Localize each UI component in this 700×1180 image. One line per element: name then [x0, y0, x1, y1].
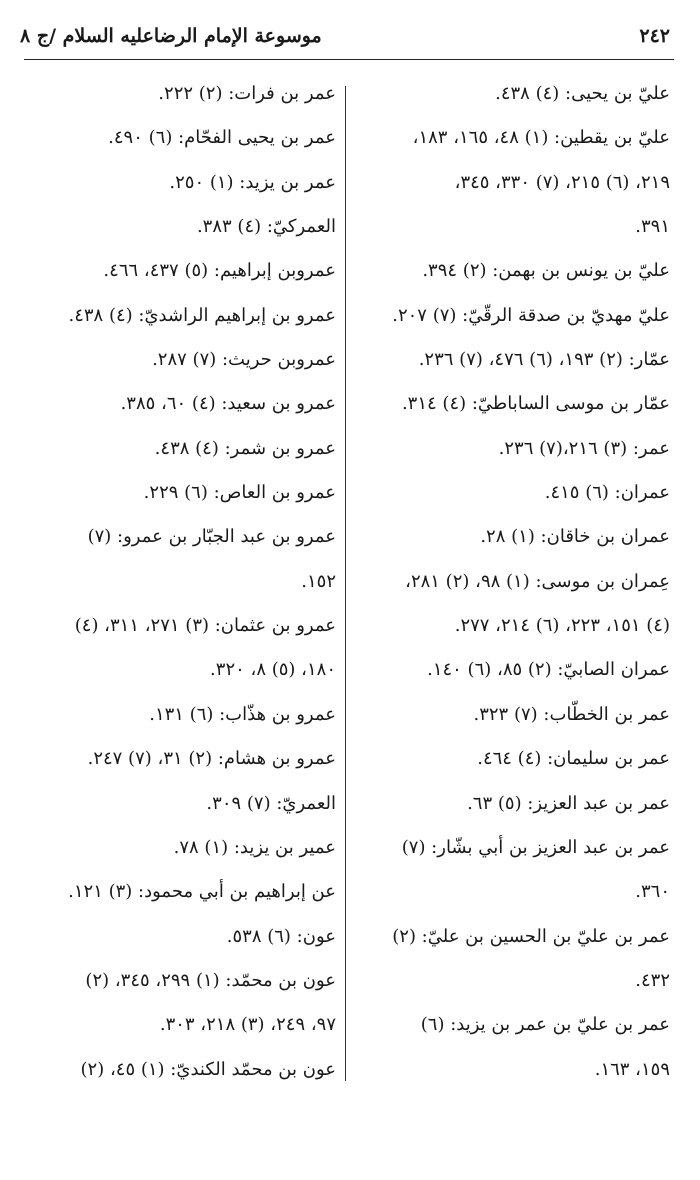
index-entry-line: عمر بن عبد العزيز: (٥) ٦٣.	[467, 792, 670, 814]
index-entry-line: عمرو بن إبراهيم الراشديّ: (٤) ٤٣٨.	[68, 304, 336, 326]
right-column	[352, 72, 670, 1092]
index-entry-line: عمر بن عبد العزيز بن أبي بشّار: (٧)	[401, 836, 670, 858]
index-entry-line: عمر بن يزيد: (١) ٢٥٠.	[169, 171, 336, 193]
index-entry-line: عمرو بن عبد الجبّار بن عمرو: (٧)	[87, 526, 336, 548]
index-entry-line: عمر بن عليّ بن الحسين بن عليّ: (٢)	[392, 925, 670, 947]
index-entry-line: العمريّ: (٧) ٣٠٩.	[206, 792, 336, 814]
index-entry-line: عمران: (٦) ٤١٥.	[544, 482, 670, 504]
index-entry-line: ٣٩١.	[635, 216, 670, 238]
index-entry-line: عمرو بن شمر: (٤) ٤٣٨.	[154, 437, 336, 459]
index-entry-line: عمرو بن العاص: (٦) ٢٢٩.	[143, 482, 336, 504]
index-entry-line: عمرو بن سعيد: (٤) ٦٠، ٣٨٥.	[120, 393, 336, 415]
index-columns	[18, 72, 670, 1092]
index-entry-line: عمر بن عليّ بن عمر بن يزيد: (٦)	[420, 1014, 670, 1036]
index-entry-line: ٣٦٠.	[635, 881, 670, 903]
index-entry-line: عمرو بن هذّاب: (٦) ١٣١.	[149, 703, 336, 725]
index-entry-line: عون: (٦) ٥٣٨.	[226, 925, 336, 947]
index-entry-line: عمروبن حريث: (٧) ٢٨٧.	[152, 349, 336, 371]
index-entry-line: عِمران بن موسى: (١) ٩٨، (٢) ٢٨١،	[405, 570, 670, 592]
index-entry-line: عمير بن يزيد: (١) ٧٨.	[173, 836, 336, 858]
index-entry-line: ١٥٢.	[301, 570, 336, 592]
index-entry-line: عمروبن إبراهيم: (٥) ٤٣٧، ٤٦٦.	[103, 260, 336, 282]
book-title: موسوعة الإمام الرضاعليه السلام /ج ٨	[20, 25, 322, 47]
index-entry-line: عمّار: (٢) ١٩٣، (٦) ٤٧٦، (٧) ٢٣٦.	[418, 349, 670, 371]
index-entry-line: عون بن محمّد: (١) ٢٩٩، ٣٤٥، (٢)	[85, 969, 336, 991]
index-entry-line: (٤) ١٥١، ٢٢٣، (٦) ٢١٤، ٢٧٧.	[454, 615, 670, 637]
index-entry-line: عليّ مهديّ بن صدقة الرقّيّ: (٧) ٢٠٧.	[392, 304, 670, 326]
index-entry-line: عليّ بن يقطين: (١) ٤٨، ١٦٥، ١٨٣،	[412, 127, 670, 149]
index-entry-line: عمر: (٣) ٢١٦،(٧) ٢٣٦.	[498, 437, 670, 459]
index-entry-line: عمر بن يحيى الفحّام: (٦) ٤٩٠.	[108, 127, 336, 149]
column-divider	[345, 86, 346, 1081]
index-entry-line: ٩٧، ٢٤٩، (٣) ٢١٨، ٣٠٣.	[159, 1014, 336, 1036]
index-entry-line: عليّ بن يحيى: (٤) ٤٣٨.	[495, 83, 670, 104]
index-entry-line: ٤٣٢.	[635, 969, 670, 991]
index-entry-line: ١٨٠، (٥) ٨، ٣٢٠.	[210, 659, 336, 681]
index-entry-line: عمران بن خاقان: (١) ٢٨.	[480, 526, 670, 548]
index-entry-line: عمرو بن هشام: (٢) ٣١، (٧) ٢٤٧.	[87, 748, 336, 770]
index-entry-line: عمرو بن عثمان: (٣) ٢٧١، ٣١١، (٤)	[74, 615, 336, 637]
page-number: ٢٤٢	[639, 25, 670, 47]
index-entry-line: ١٥٩، ١٦٣.	[594, 1058, 670, 1080]
index-entry-line: عمّار بن موسى الساباطيّ: (٤) ٣١٤.	[401, 393, 670, 415]
running-head	[20, 18, 670, 54]
index-entry-line: عمران الصابيّ: (٢) ٨٥، (٦) ١٤٠.	[427, 659, 670, 681]
header-rule	[24, 59, 674, 60]
index-entry-line: عمر بن الخطّاب: (٧) ٣٢٣.	[473, 703, 670, 725]
index-entry-line: عمر بن فرات: (٢) ٢٢٢.	[158, 83, 336, 104]
index-entry-line: عون بن محمّد الكنديّ: (١) ٤٥، (٢)	[80, 1058, 336, 1080]
index-entry-line: العمركيّ: (٤) ٣٨٣.	[196, 216, 336, 238]
index-entry-line: عليّ بن يونس بن بهمن: (٢) ٣٩٤.	[422, 260, 670, 282]
index-entry-line: عمر بن سليمان: (٤) ٤٦٤.	[477, 748, 670, 770]
index-entry-line: عن إبراهيم بن أبي محمود: (٣) ١٢١.	[68, 881, 336, 903]
left-column	[18, 72, 336, 1092]
index-entry-line: ٢١٩، (٦) ٢١٥، (٧) ٣٣٠، ٣٤٥،	[454, 171, 670, 193]
